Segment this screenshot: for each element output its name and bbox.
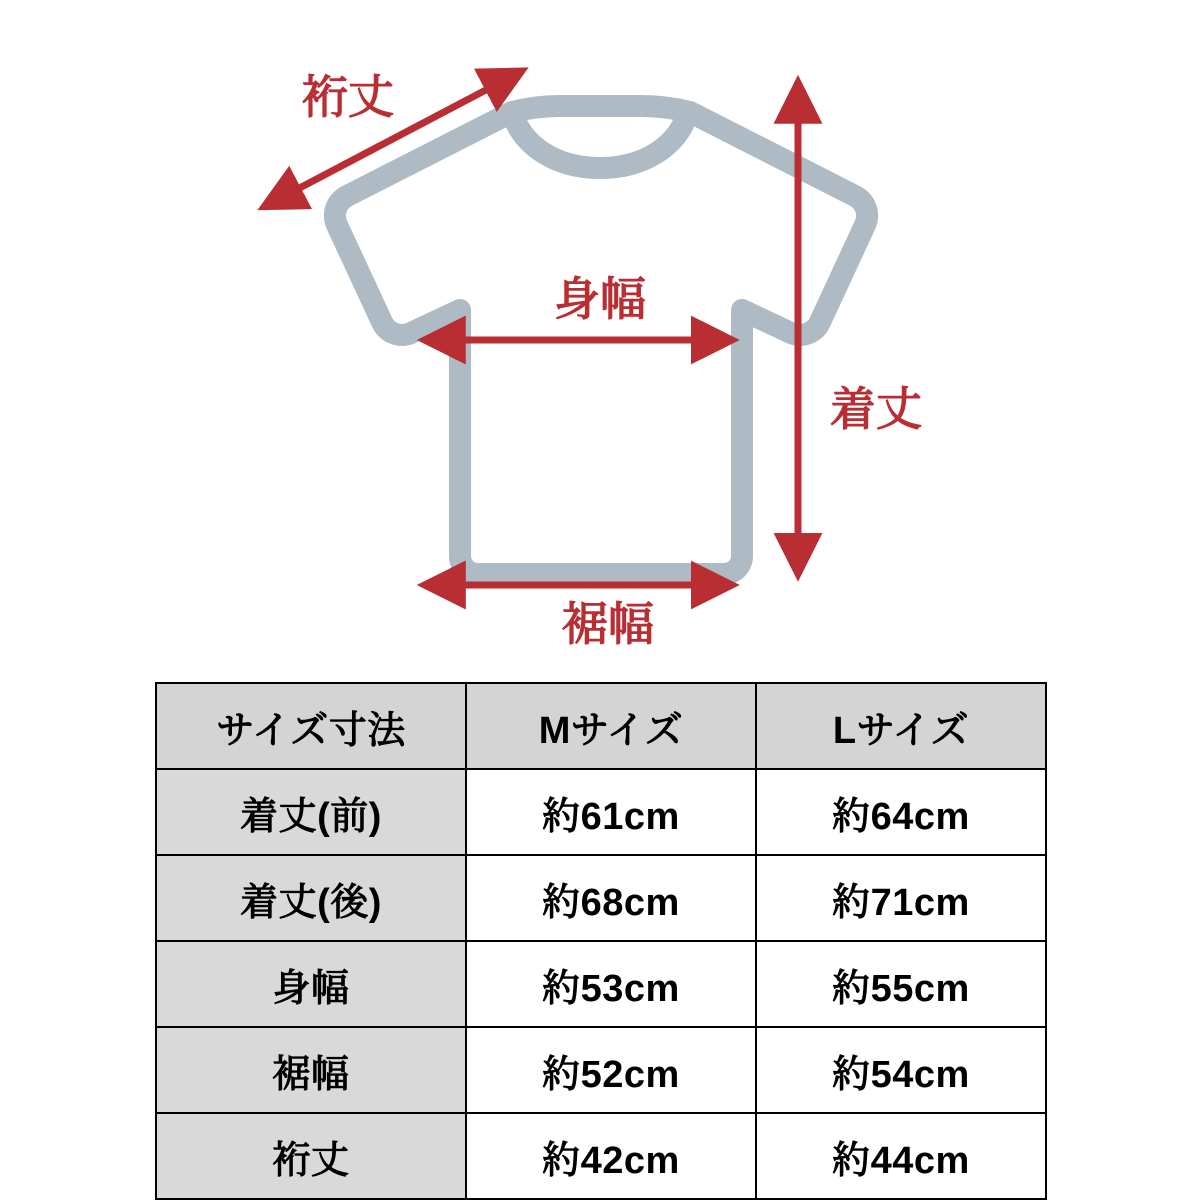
- row-value-m: 約42cm: [466, 1113, 756, 1199]
- row-value-m: 約68cm: [466, 855, 756, 941]
- row-value-l: 約44cm: [756, 1113, 1046, 1199]
- table-header-l: Lサイズ: [756, 683, 1046, 769]
- row-value-l: 約64cm: [756, 769, 1046, 855]
- table-row: [156, 769, 1046, 855]
- row-value-l: 約71cm: [756, 855, 1046, 941]
- body-width-measure: [456, 273, 730, 340]
- table-row: [156, 1113, 1046, 1199]
- table-header-measure: サイズ寸法: [156, 683, 466, 769]
- row-label: 裄丈: [156, 1113, 466, 1199]
- row-value-m: 約53cm: [466, 941, 756, 1027]
- hem-width-label: 裾幅: [562, 598, 654, 650]
- body-width-label: 身幅: [554, 273, 646, 325]
- sleeve-length-label: 裄丈: [302, 71, 394, 123]
- row-value-l: 約55cm: [756, 941, 1046, 1027]
- row-label: 裾幅: [156, 1027, 466, 1113]
- table-header-row: [156, 683, 1046, 769]
- table-header-m: Mサイズ: [466, 683, 756, 769]
- garment-length-label: 着丈: [830, 383, 922, 435]
- table-row: [156, 941, 1046, 1027]
- row-value-m: 約61cm: [466, 769, 756, 855]
- table-row: [156, 1027, 1046, 1113]
- size-table: [155, 682, 1047, 1200]
- row-value-m: 約52cm: [466, 1027, 756, 1113]
- row-value-l: 約54cm: [756, 1027, 1046, 1113]
- row-label: 着丈(後): [156, 855, 466, 941]
- hem-width-measure: [456, 585, 730, 650]
- table-row: [156, 855, 1046, 941]
- row-label: 身幅: [156, 941, 466, 1027]
- row-label: 着丈(前): [156, 769, 466, 855]
- size-table-container: [155, 682, 1045, 1200]
